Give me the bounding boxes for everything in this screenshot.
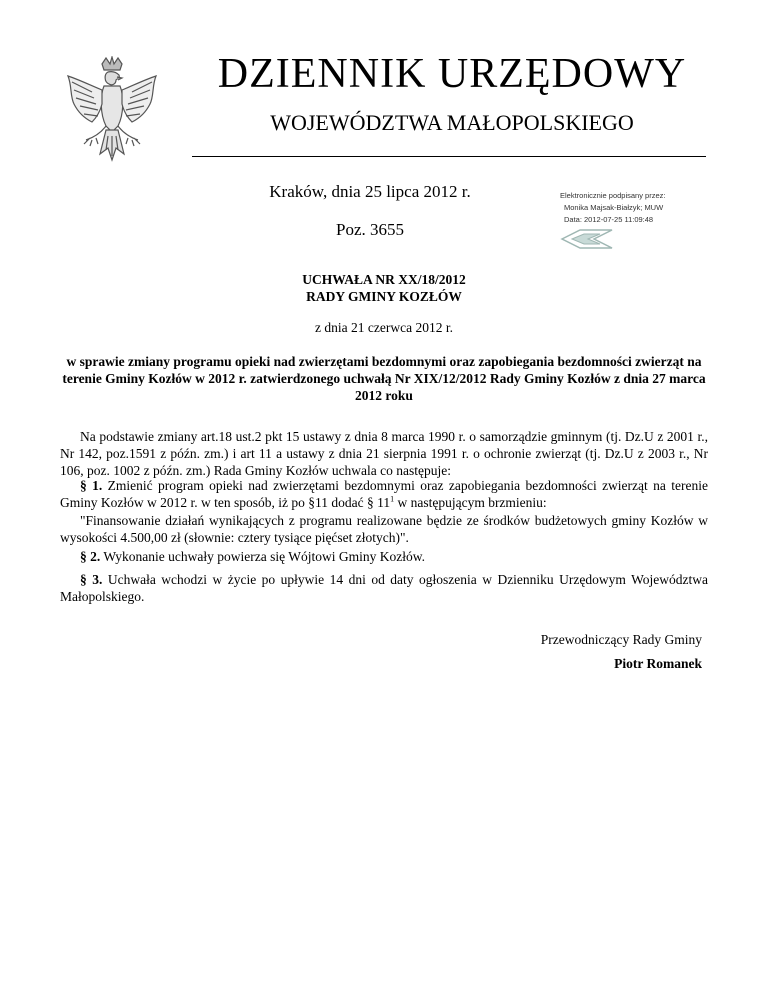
resolution-subject: w sprawie zmiany programu opieki nad zwierzętami bezdomnymi oraz zapobiegania bezdomności zwierząt na terenie Gminy Kozłów w 2012 r. zatwierdzonego uchwałą Nr XIX/12/2012 Rady Gminy Kozłów z dnia 27 marca 2012 roku: [62, 354, 706, 403]
signatory-role: Przewodniczący Rady Gminy: [540, 632, 702, 647]
header-divider: [192, 156, 706, 157]
esignature-mark-icon: [560, 228, 614, 250]
resolution-number: UCHWAŁA NR XX/18/2012: [302, 272, 466, 287]
section-1-text-a: Zmienić program opieki nad zwierzętami bezdomnymi oraz zapobiegania bezdomności zwierząt na terenie Gminy Kozłów w 2012 r. w ten sposób, iż po §11 dodać § 11: [60, 478, 708, 510]
issue-place-date: Kraków, dnia 25 lipca 2012 r.: [269, 182, 471, 201]
polish-eagle-emblem-icon: [62, 56, 162, 162]
section-1-text-b: w następującym brzmieniu:: [394, 495, 547, 510]
section-2-paragraph: [60, 548, 708, 565]
issue-position: Poz. 3655: [336, 220, 404, 239]
section-1-superscript: 1: [390, 494, 395, 504]
quoted-amendment: "Finansowanie działań wynikających z programu realizowane będzie ze środków budżetowych gminy Kozłów w wysokości 4.500,00 zł (słownie: cztery tysiące pięćset złotych)".: [60, 513, 708, 545]
resolution-date: z dnia 21 czerwca 2012 r.: [315, 320, 453, 335]
section-2-text: Wykonanie uchwały powierza się Wójtowi Gminy Kozłów.: [100, 549, 425, 564]
journal-title: DZIENNIK URZĘDOWY: [217, 51, 687, 97]
section-3-text: Uchwała wchodzi w życie po upływie 14 dni od daty ogłoszenia w Dzienniku Urzędowym Województwa Małopolskiego.: [60, 572, 709, 604]
section-3-paragraph: [60, 571, 708, 605]
resolution-body: RADY GMINY KOZŁÓW: [306, 289, 462, 304]
section-1-label: § 1.: [80, 478, 103, 493]
electronic-signature-block: [560, 190, 710, 226]
esig-line-3: Data: 2012-07-25 11:09:48: [564, 215, 654, 224]
preamble-paragraph: Na podstawie zmiany art.18 ust.2 pkt 15 ustawy z dnia 8 marca 1990 r. o samorządzie gminnym (tj. Dz.U z 2001 r., Nr 142, poz.1591 z późn. zm.) i art 11 a ustawy z dnia 21 sierpnia 1991 r. o ochronie zwierząt (tj. Dz.U z 2003 r., Nr 106, poz. 1002 z późn. zm.) Rada Gminy Kozłów uchwala co następuje:: [60, 429, 708, 478]
esig-line-1: Elektronicznie podpisany przez:: [560, 191, 666, 200]
journal-subtitle: WOJEWÓDZTWA MAŁOPOLSKIEGO: [270, 110, 634, 135]
section-1-paragraph: [60, 477, 708, 511]
section-3-label: § 3.: [80, 572, 103, 587]
esig-line-2: Monika Majsak-Białzyk; MUW: [564, 203, 664, 212]
section-2-label: § 2.: [80, 549, 101, 564]
signatory-name: Piotr Romanek: [614, 656, 702, 671]
